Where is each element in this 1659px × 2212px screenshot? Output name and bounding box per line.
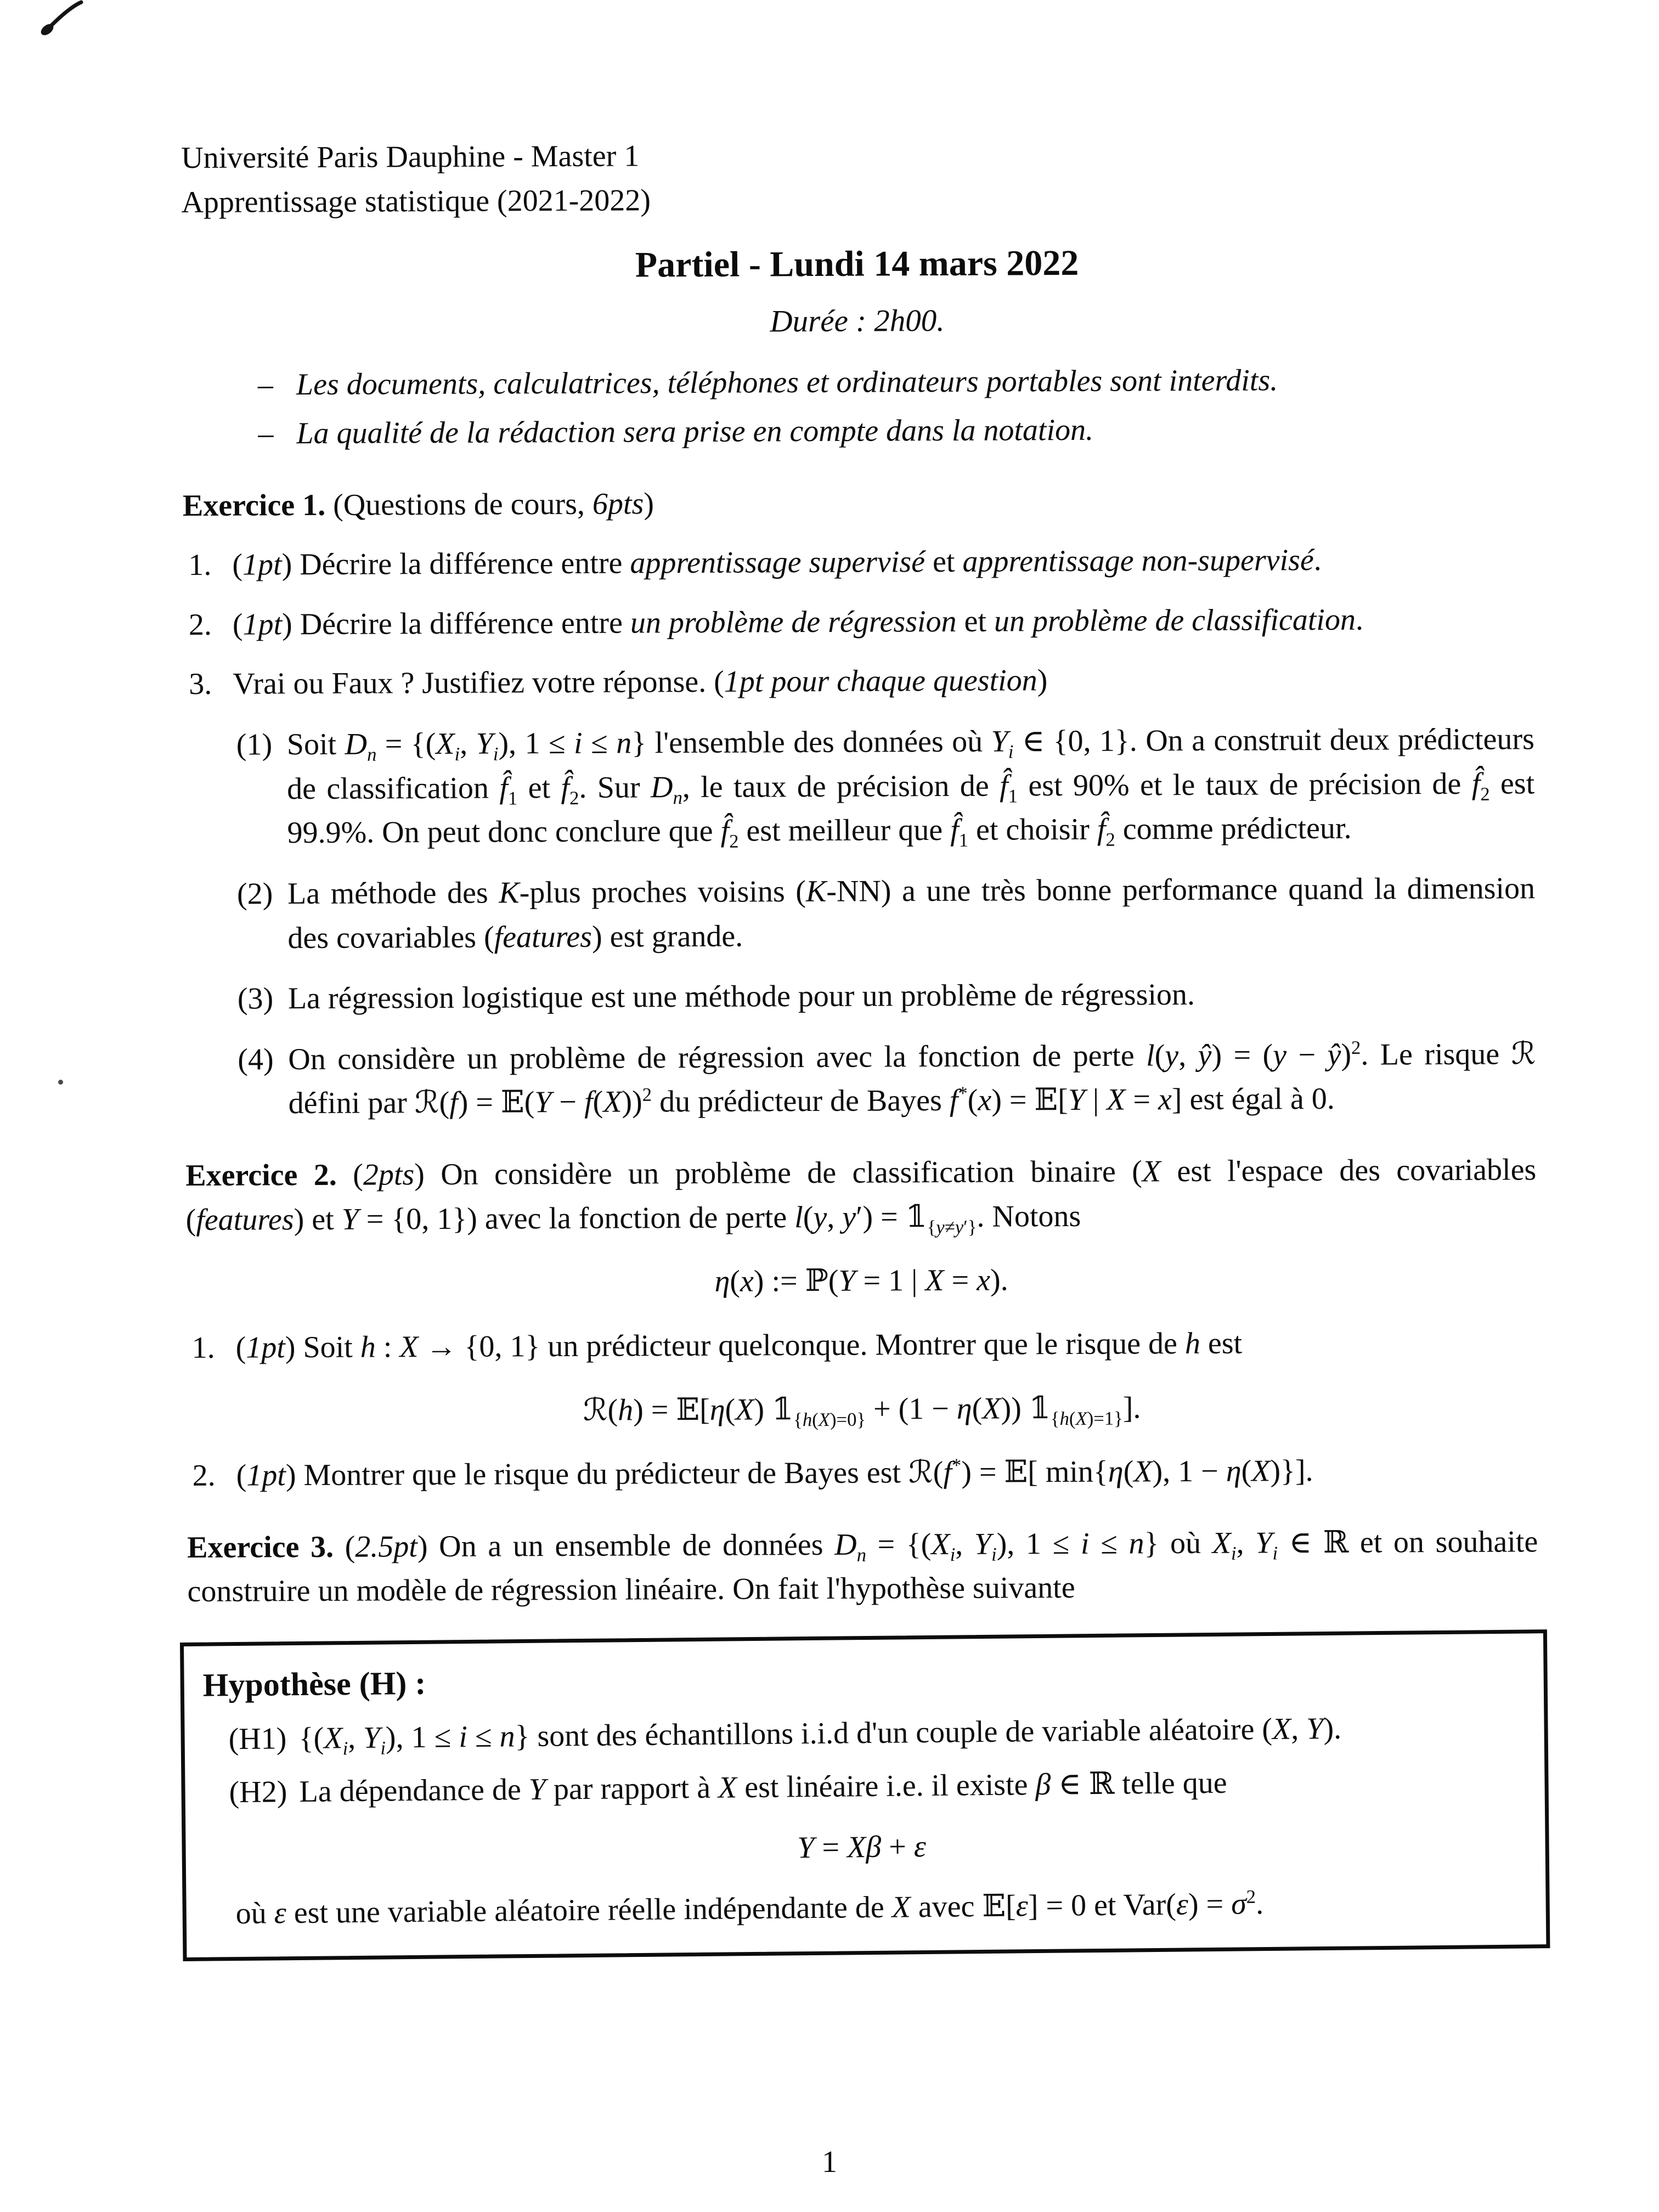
item-text: (1pt) Décrire la différence entre un problème de régression et un problème de classification. [232,602,1364,642]
exercise2-question-1 [186,1320,1537,1370]
item-marker: (H2) [229,1775,287,1810]
dash-bullet: – [257,368,274,402]
item-marker: (4) [238,1042,274,1077]
item-text: (1pt) Montrer que le risque du prédicteur de Bayes est ℛ(f*) = 𝔼[ min{η(X), 1 − η(X)}]. [236,1454,1313,1493]
item-text: (1pt) Soit h : X → {0, 1} un prédicteur quelconque. Montrer que le risque de h est [235,1326,1243,1365]
item-text: La dépendance de Y par rapport à X est linéaire i.e. il existe β ∈ ℝ telle que [299,1765,1227,1809]
page-content [181,130,1539,1961]
scan-speck [58,1080,63,1085]
dash-bullet: – [258,416,274,451]
exam-duration: Durée : 2h00. [770,303,945,339]
item-text: Soit $D_n = \{(X_i$, $Y_i$), 1 ≤ i ≤ n} l'ensemble des données où $Y_i$ ∈ {0, 1}. On a construit deux prédicteurs de classification $f̂_1$ et $f̂_2$. Sur $D_n$, le taux de précision de $f̂_1$ est 90% et le taux de précision de $f̂_2$ est 99.9%. On peut donc conclure que $f̂_2$ est meilleur que $f̂_1$ et choisir $f̂_2$ comme prédicteur. [286,722,1535,853]
university-line: Université Paris Dauphine - Master 1 [181,139,640,175]
item-text: Vrai ou Faux ? Justifiez votre réponse. (1pt pour chaque question) [233,663,1048,702]
exercise1-question-1 [183,537,1533,587]
risk-formula: ℛ(h) = 𝔼[η(X) $𝟙_{\{h(X)=0\}} + (1 - \eta(X))$ $𝟙_{\{h(X)=1\}}$]. [583,1390,1141,1430]
item-marker: 2. [188,607,212,642]
exam-notices [182,358,1533,456]
exercise2-heading [185,1148,1537,1242]
eta-definition-formula: η(x) := ℙ(Y = 1 | X = x). [714,1263,1008,1299]
hypothesis-footer: où ε est une variable aléatoire réelle indépendante de X avec 𝔼[ε] = 0 et $Var(\varepsilon) = \sigma^2$. [235,1886,1264,1931]
exercise3-intro: (2.5pt) On a un ensemble de données $D_n = \{(X_i$, $Y_i$), 1 ≤ i ≤ n} où $X_i$, $Y_i$ ∈ ℝ et on souhaite construire un modèle de régression linéaire. On fait l'hypothèse suivante [187,1525,1538,1609]
hypothesis-title: Hypothèse (H) : [202,1664,426,1703]
notice-item [182,406,1533,456]
truefalse-item-4 [185,1032,1536,1126]
item-marker: (3) [237,981,274,1016]
notice-text: Les documents, calculatrices, téléphones et ordinateurs portables sont interdits. [296,363,1278,402]
item-marker: 1. [191,1330,215,1365]
exercise3-heading [187,1520,1538,1614]
item-text: {($X_i$, $Y_i$), 1 ≤ i ≤ n} sont des échantillons i.i.d d'un couple de variable aléatoire (X, Y). [298,1712,1342,1759]
exercise1-label: Exercice 1. [182,488,326,523]
page-number: 1 [822,2145,837,2180]
exercise1-question-3 [183,657,1534,707]
exercise1-heading [183,478,1533,528]
exercise2-question-2 [187,1448,1537,1498]
notice-text: La qualité de la rédaction sera prise en compte dans la notation. [296,413,1094,451]
linear-model-formula: Y = Xβ + ε [797,1829,927,1865]
item-marker: 3. [189,667,212,702]
exercise1-question-2 [183,597,1534,647]
notice-item [182,358,1533,408]
truefalse-item-2 [184,866,1536,961]
exam-title: Partiel - Lundi 14 mars 2022 [635,243,1079,285]
truefalse-item-3 [185,971,1536,1021]
pen-scribble-mark [16,0,93,46]
item-text: La régression logistique est une méthode pour un problème de régression. [287,978,1195,1016]
item-text: On considère un problème de régression avec la fonction de perte l(y, ŷ) = (y − ŷ)$^2$. Le risque ℛ défini par ℛ(f) = 𝔼(Y − f(X))$^2$ du prédicteur de Bayes f*(x) = 𝔼[Y | X = x] est égal à 0. [288,1036,1536,1121]
exercise1-intro: (Questions de cours, 6pts) [332,486,654,522]
item-marker: (1) [236,727,273,762]
item-marker: (H1) [228,1722,287,1757]
item-marker: 2. [192,1458,216,1493]
exercise3-label: Exercice 3. [187,1530,334,1565]
exercise2-intro: (2pts) On considère un problème de classification binaire (X est l'espace des covariables (features) et Y = {0, 1}) avec la fonction de perte l(y, $y') = 𝟙_{\{y\ne y'\}}$. Notons [185,1153,1537,1238]
hypothesis-item-1 [203,1705,1518,1762]
hypothesis-item-2 [204,1758,1519,1815]
item-marker: (2) [236,877,273,911]
item-marker: 1. [188,548,212,583]
item-text: La méthode des K-plus proches voisins (K-NN) a une très bonne performance quand la dimension des covariables (features) est grande. [287,871,1536,955]
truefalse-item-1 [184,717,1535,856]
item-text: (1pt) Décrire la différence entre apprentissage supervisé et apprentissage non-supervisé. [232,543,1322,582]
exercise2-label: Exercice 2. [185,1158,337,1193]
hypothesis-box [180,1629,1550,1961]
course-line: Apprentissage statistique (2021-2022) [181,183,651,219]
